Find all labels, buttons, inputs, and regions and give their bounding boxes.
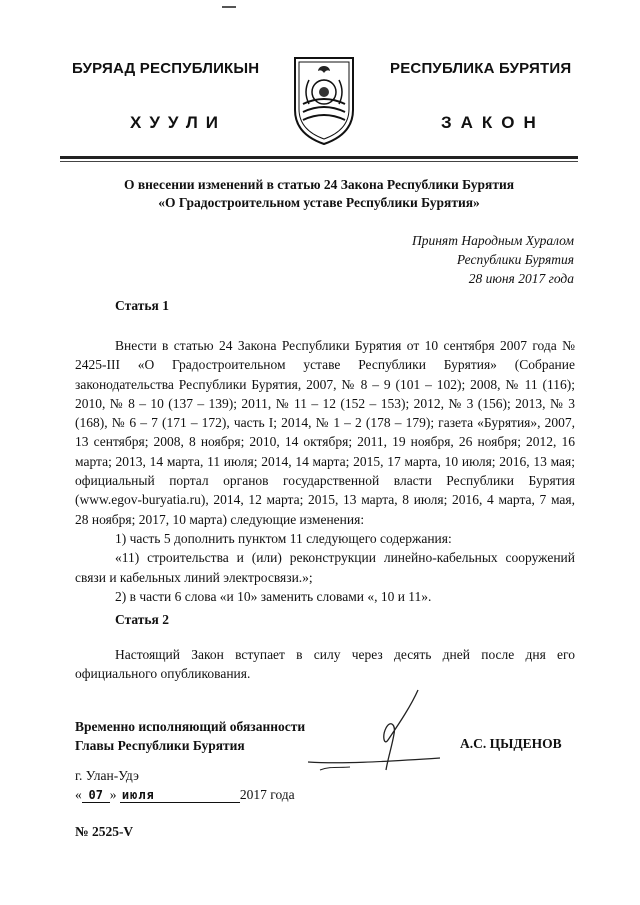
law-number: № 2525-V bbox=[75, 824, 134, 839]
header-buryat-republic: БУРЯАД РЕСПУБЛИКЫН bbox=[72, 60, 260, 77]
date-quote-open: « bbox=[75, 787, 82, 802]
date-year: 2017 года bbox=[239, 787, 295, 802]
adoption-date: 28 июня 2017 года bbox=[468, 271, 574, 286]
date-day: 07 bbox=[82, 788, 110, 803]
signatory-name: А.С. ЦЫДЕНОВ bbox=[460, 736, 562, 751]
signatory-position bbox=[75, 717, 305, 755]
header-rule-thin bbox=[60, 161, 578, 162]
header-russian-law: ЗАКОН bbox=[441, 113, 545, 132]
law-title-line2: «О Градостроительном уставе Республики Бурятия» bbox=[158, 195, 480, 210]
handwritten-signature bbox=[300, 688, 450, 778]
article1-body bbox=[75, 336, 575, 606]
article1-item1: 1) часть 5 дополнить пунктом 11 следующего содержания: bbox=[115, 530, 452, 546]
signing-date bbox=[75, 787, 295, 803]
article1-heading: Статья 1 bbox=[115, 298, 169, 313]
adoption-line2: Республики Бурятия bbox=[456, 252, 574, 267]
article2-heading: Статья 2 bbox=[115, 612, 169, 627]
signatory-position-line2: Главы Республики Бурятия bbox=[75, 738, 245, 753]
header-rule-thick bbox=[60, 156, 578, 159]
law-title-line1: О внесении изменений в статью 24 Закона Республики Бурятия bbox=[123, 177, 515, 192]
article1-intro: Внести в статью 24 Закона Республики Бурятия от 10 сентября 2007 года № 2425-III «О Градостроительном уставе Республики Бурятия» (Собрание законодательства Республики Бурятия, 2007, № 8 – 9 (101 – 102); 2008, № 11 (116); 2010, № 8 – 10 (137 – 139); 2011, № 11 – 12 (152 – 153); 2012, № 3 (156); 2013, № 3 (168), № 6 – 7 (171 – 172), часть I; 2014, № 1 – 2 (178 – 179); газета «Бурятия», 2007, 13 сентября; 2008, 8 ноября; 2010, 14 октября; 2011, 19 ноября, 26 ноября; 2012, 16 марта; 2013, 14 марта, 11 июля; 2014, 14 марта; 2015, 17 марта, 10 июля; 2016, 13 мая; официальный портал органов государственной власти Республики Бурятия (www.egov-buryatia.ru), 2014, 12 марта; 2015, 13 марта, 8 июля; 2016, 4 марта, 7 мая, 28 ноября; 2017, 10 марта) следующие изменения: bbox=[75, 338, 575, 527]
coat-of-arms-icon bbox=[289, 54, 359, 146]
date-quote-close: » bbox=[109, 787, 117, 802]
date-month: июля bbox=[120, 788, 240, 803]
header-buryat-law: ХУУЛИ bbox=[130, 113, 226, 132]
signatory-position-line1: Временно исполняющий обязанности bbox=[75, 719, 306, 734]
article1-item2: 2) в части 6 слова «и 10» заменить словами «, 10 и 11». bbox=[115, 588, 432, 604]
article2-text: Настоящий Закон вступает в силу через десять дней после дня его официального опубликования. bbox=[75, 647, 575, 682]
header-russian-republic: РЕСПУБЛИКА БУРЯТИЯ bbox=[390, 60, 572, 77]
article1-item1-text: «11) строительства и (или) реконструкции линейно-кабельных сооружений связи и кабельных линий электросвязи.»; bbox=[75, 550, 575, 585]
signing-city: г. Улан-Удэ bbox=[75, 768, 139, 783]
adoption-line1: Принят Народным Хуралом bbox=[411, 233, 574, 248]
article2-body bbox=[75, 645, 575, 684]
scan-mark bbox=[222, 6, 236, 8]
